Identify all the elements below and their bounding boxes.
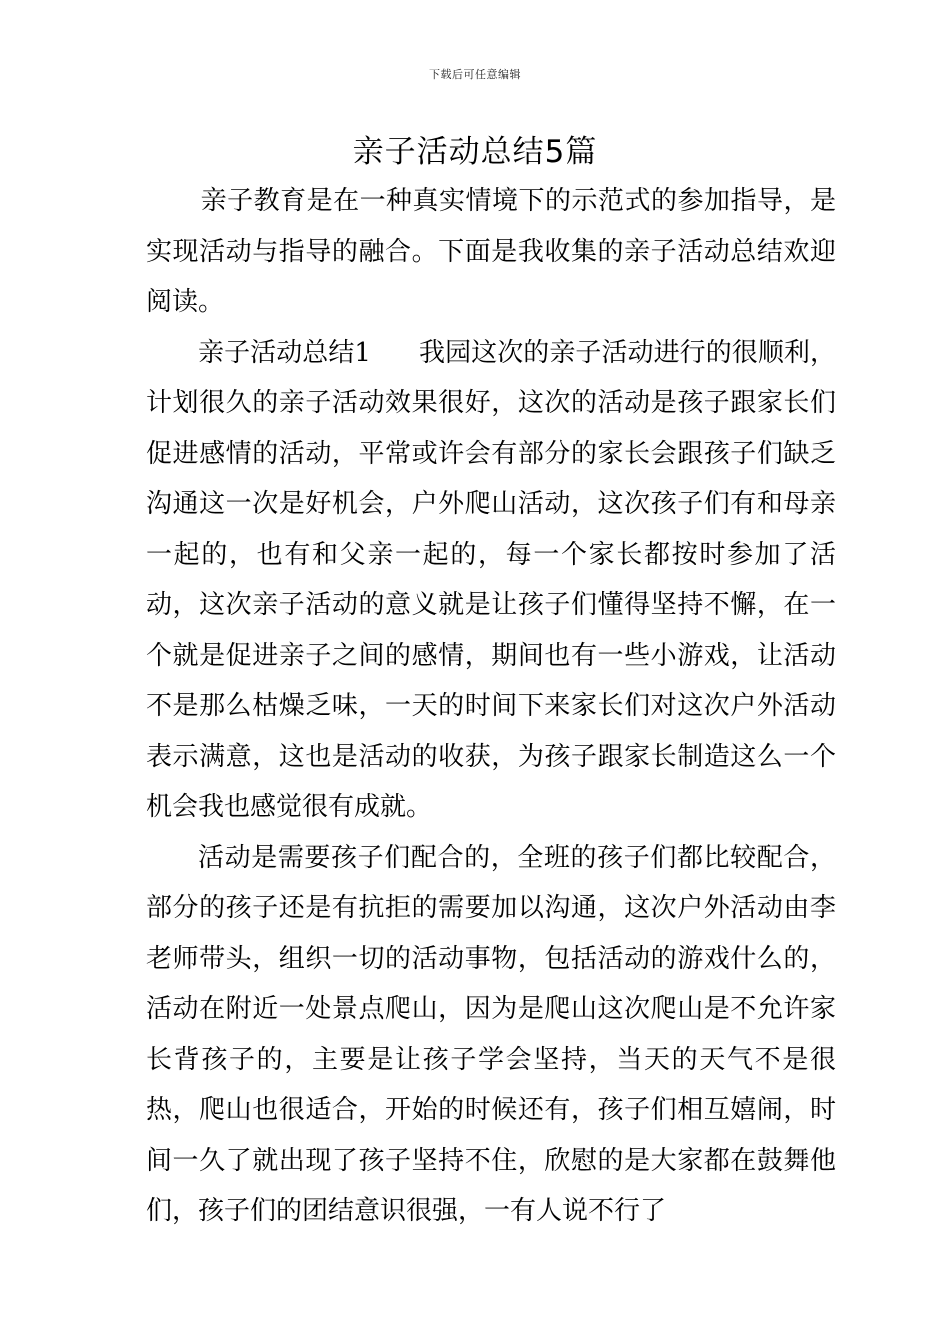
section-1-paragraph xyxy=(146,328,836,833)
body-paragraph-2: 活动是需要孩子们配合的，全班的孩子们都比较配合，部分的孩子还是有抗拒的需要加以沟通，这次户外活动由李老师带头，组织一切的活动事物，包括活动的游戏什么的，活动在附近一处景点爬山，因为是爬山这次爬山是不允许家长背孩子的，主要是让孩子学会坚持，当天的天气不是很热，爬山也很适合，开始的时候还有，孩子们相互嬉闹，时间一久了就出现了孩子坚持不住，欣慰的是大家都在鼓舞他们，孩子们的团结意识很强，一有人说不行了 xyxy=(146,842,836,1226)
document-title: 亲子活动总结5篇 xyxy=(352,134,598,170)
section-heading: 亲子活动总结1 xyxy=(198,337,371,368)
section-1-text: 我园这次的亲子活动进行的很顺利，计划很久的亲子活动效果很好，这次的活动是孩子跟家长们促进感情的活动，平常或许会有部分的家长会跟孩子们缺乏沟通这一次是好机会，户外爬山活动，这次孩子们有和母亲一起的，也有和父亲一起的，每一个家长都按时参加了活动，这次亲子活动的意义就是让孩子们懂得坚持不懈，在一个就是促进亲子之间的感情，期间也有一些小游戏，让活动不是那么枯燥乏味，一天的时间下来家长们对这次户外活动表示满意，这也是活动的收获，为孩子跟家长制造这么一个机会我也感觉很有成就。 xyxy=(146,337,836,822)
intro-paragraph: 亲子教育是在一种真实情境下的示范式的参加指导，是实现活动与指导的融合。下面是我收集的亲子活动总结欢迎阅读。 xyxy=(146,186,836,317)
header-note: 下载后可任意编辑 xyxy=(429,68,521,81)
document-body xyxy=(146,176,836,1237)
